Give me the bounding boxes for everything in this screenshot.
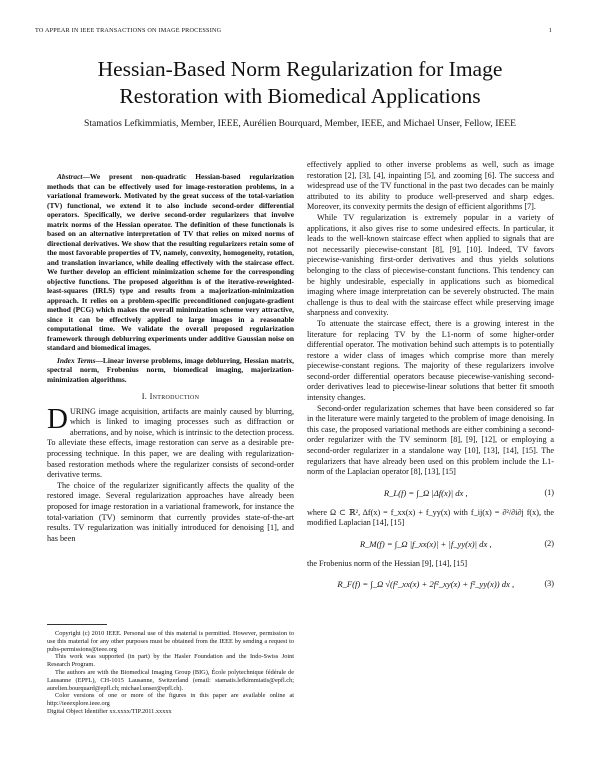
right-paragraph-1: effectively applied to other inverse problems as well, such as image restoration [2], [3], [4], inpainting [5], and zooming [6]. The success and widespread use of the TV functional in the past two decades can be mainly attributed to its ability to produce well-preserved and sharp edges. Moreover, its convexity permits the design of efficient algorithms [7].: [307, 160, 554, 212]
section-heading: I. Introduction: [141, 392, 200, 401]
journal-name: TO APPEAR IN IEEE TRANSACTIONS ON IMAGE PROCESSING: [35, 27, 222, 34]
equation-3-body: R_F(f) = ∫_Ω √(f²_xx(x) + 2f²_xy(x) + f²_yy(x)) dx ,: [337, 579, 515, 590]
equation-1: [307, 483, 554, 503]
abstract-label: Abstract: [57, 172, 83, 181]
right-paragraph-3: To attenuate the staircase effect, there is a growing interest in the literature for replacing TV by the L1-norm of some higher-order differential operator. The motivation behind such attempts is to potentially restore a wider class of images which comprise more than merely piecewise-constant regions. The majority of these regularizers involve second-order differential operators because piecewise-vanishing second-order derivatives lead to piecewise-linear solutions that better fit smooth intensity changes.: [307, 318, 554, 403]
title-line-2: Restoration with Biomedical Applications: [119, 84, 481, 108]
right-paragraph-5: where Ω ⊂ ℝ², Δf(x) = f_xx(x) + f_yy(x) with f_ij(x) = ∂²/∂i∂j f(x), the modified Laplacian [14], [15]: [307, 507, 554, 528]
footnote-doi: Digital Object Identifier xx.xxxx/TIP.2011.xxxxx: [47, 707, 172, 715]
intro-p1-text: URING image acquisition, artifacts are mainly caused by blurring, which is linked to imaging processes such as diffraction or aberrations, and by noise, which is intrinsic to the detection process. To alleviate these effects, image restoration can serve as a desirable pre-processing technique. In this paper, we are dealing with regularization-based restoration methods where the regularizer consists of second-order derivative terms.: [47, 406, 294, 480]
equation-3: [307, 575, 554, 595]
footnotes: [47, 630, 294, 716]
right-paragraph-4: Second-order regularization schemes that have been considered so far in the literature were mainly targeted to the problem of image denoising. In this case, the proposed variational methods are either combining a second-order regularizer with the TV seminorm [8], [9], [12], or employing a second-order regularizer in a standalone way [10], [13], [14], [15]. The regularizers that have already been used on this problem include the L1-norm of the Laplacian operator [8], [13], [15]: [307, 403, 554, 477]
author-list: Stamatios Lefkimmiatis, Member, IEEE, Aurélien Bourquard, Member, IEEE, and Michael Unser, Fellow, IEEE: [84, 118, 516, 129]
running-header: [35, 27, 552, 34]
page-number: 1: [548, 27, 552, 34]
footnote-affiliation: The authors are with the Biomedical Imaging Group (BIG), École polytechnique fédérale de Lausanne (EPFL), CH-1015 Lausanne, Switzerland (email: stamatis.lefkimmiatis@epfl.ch; aurelien.bourquard@epfl.ch; michael.unser@epfl.ch).: [47, 668, 294, 692]
index-terms-text: —Linear inverse problems, image deblurring, Hessian matrix, spectral norm, Frobenius norm, biomedical imaging, majorization-minimization algorithms.: [47, 355, 295, 384]
footnote-rule: [47, 624, 107, 625]
dropcap: D: [47, 402, 68, 435]
footnote-color: Color versions of one or more of the figures in this paper are available online at http://ieeexplore.ieee.org: [47, 692, 294, 708]
right-paragraph-2: While TV regularization is extremely popular in a variety of applications, it also gives rise to some undesired effects. In particular, it leads to the well-known staircase effect when applied to signals that are not necessarily piecewise-constant [8], [9], [10]. Indeed, TV favors piecewise-vanishing first-order derivatives and thus yields solutions belonging to the class of piecewise-constant functions. This tendency can be highly undesirable, especially in applications such as biomedical imaging where image interpretation can be severely obstructed. The main challenge is thus to deal with the staircase effect while preserving image sharpness and convexity.: [307, 212, 554, 318]
right-column: [307, 160, 554, 600]
equation-2-number: (2): [544, 538, 554, 548]
paper-title: [0, 56, 600, 110]
equation-3-number: (3): [544, 579, 554, 589]
footnote-funding: This work was supported (in part) by the Hasler Foundation and the Indo-Swiss Joint Research Program.: [47, 653, 294, 669]
right-paragraph-6: the Frobenius norm of the Hessian [9], [14], [15]: [307, 559, 468, 568]
title-line-1: Hessian-Based Norm Regularization for Image: [97, 57, 503, 81]
equation-1-number: (1): [544, 487, 554, 497]
intro-paragraph-1: [47, 402, 294, 481]
index-terms-label: Index Terms: [57, 355, 96, 365]
left-column: [47, 172, 294, 544]
equation-2: [307, 534, 554, 554]
footnote-copyright: Copyright (c) 2010 IEEE. Personal use of this material is permitted. However, permission to use this material for any other purposes must be obtained from the IEEE by sending a request to pubs-permissions@ieee.org: [47, 630, 294, 653]
equation-1-body: R_L(f) = ∫_Ω |Δf(x)| dx ,: [383, 487, 468, 498]
equation-2-body: R_M(f) = ∫_Ω |f_xx(x)| + |f_yy(x)| dx ,: [359, 538, 492, 549]
intro-paragraph-2: The choice of the regularizer significantly affects the quality of the restored image. Several regularization approaches have already been proposed for image restoration in a variational framework, for instance the total-variation (TV) seminorm that currently provides state-of-the-art results. TV regularization was initially introduced for denoising [1], and has been: [47, 480, 294, 543]
abstract-text: —We present non-quadratic Hessian-based regularization methods that can be effectively used for image-restoration problems, in a variational framework. Motivated by the great success of the total-variation (TV) functional, we extend it to also include second-order differential operators. Specifically, we derive second-order regularizers that involve matrix norms of the Hessian operator. The definition of these functionals is based on an alternative interpretation of TV that relies on mixed norms of directional derivatives. We show that the resulting regularizers retain some of the most favorable properties of TV, namely, convexity, homogeneity, rotation, and translation invariance, while dealing effectively with the staircase effect. We further develop an efficient minimization scheme for the corresponding objective functions. The proposed algorithm is of the iterative-reweighted-least-squares (IRLS) type and results from a majorization-minimization approach. It relies on a problem-specific preconditioned conjugate-gradient method (PCG) which makes the overall minimization scheme very attractive, since it can be effectively applied to large images in a reasonable computational time. We validate the overall proposed regularization framework through deblurring experiments under additive Gaussian noise on standard and biomedical images.: [47, 172, 294, 352]
abstract: [47, 172, 294, 353]
index-terms: [47, 356, 294, 385]
